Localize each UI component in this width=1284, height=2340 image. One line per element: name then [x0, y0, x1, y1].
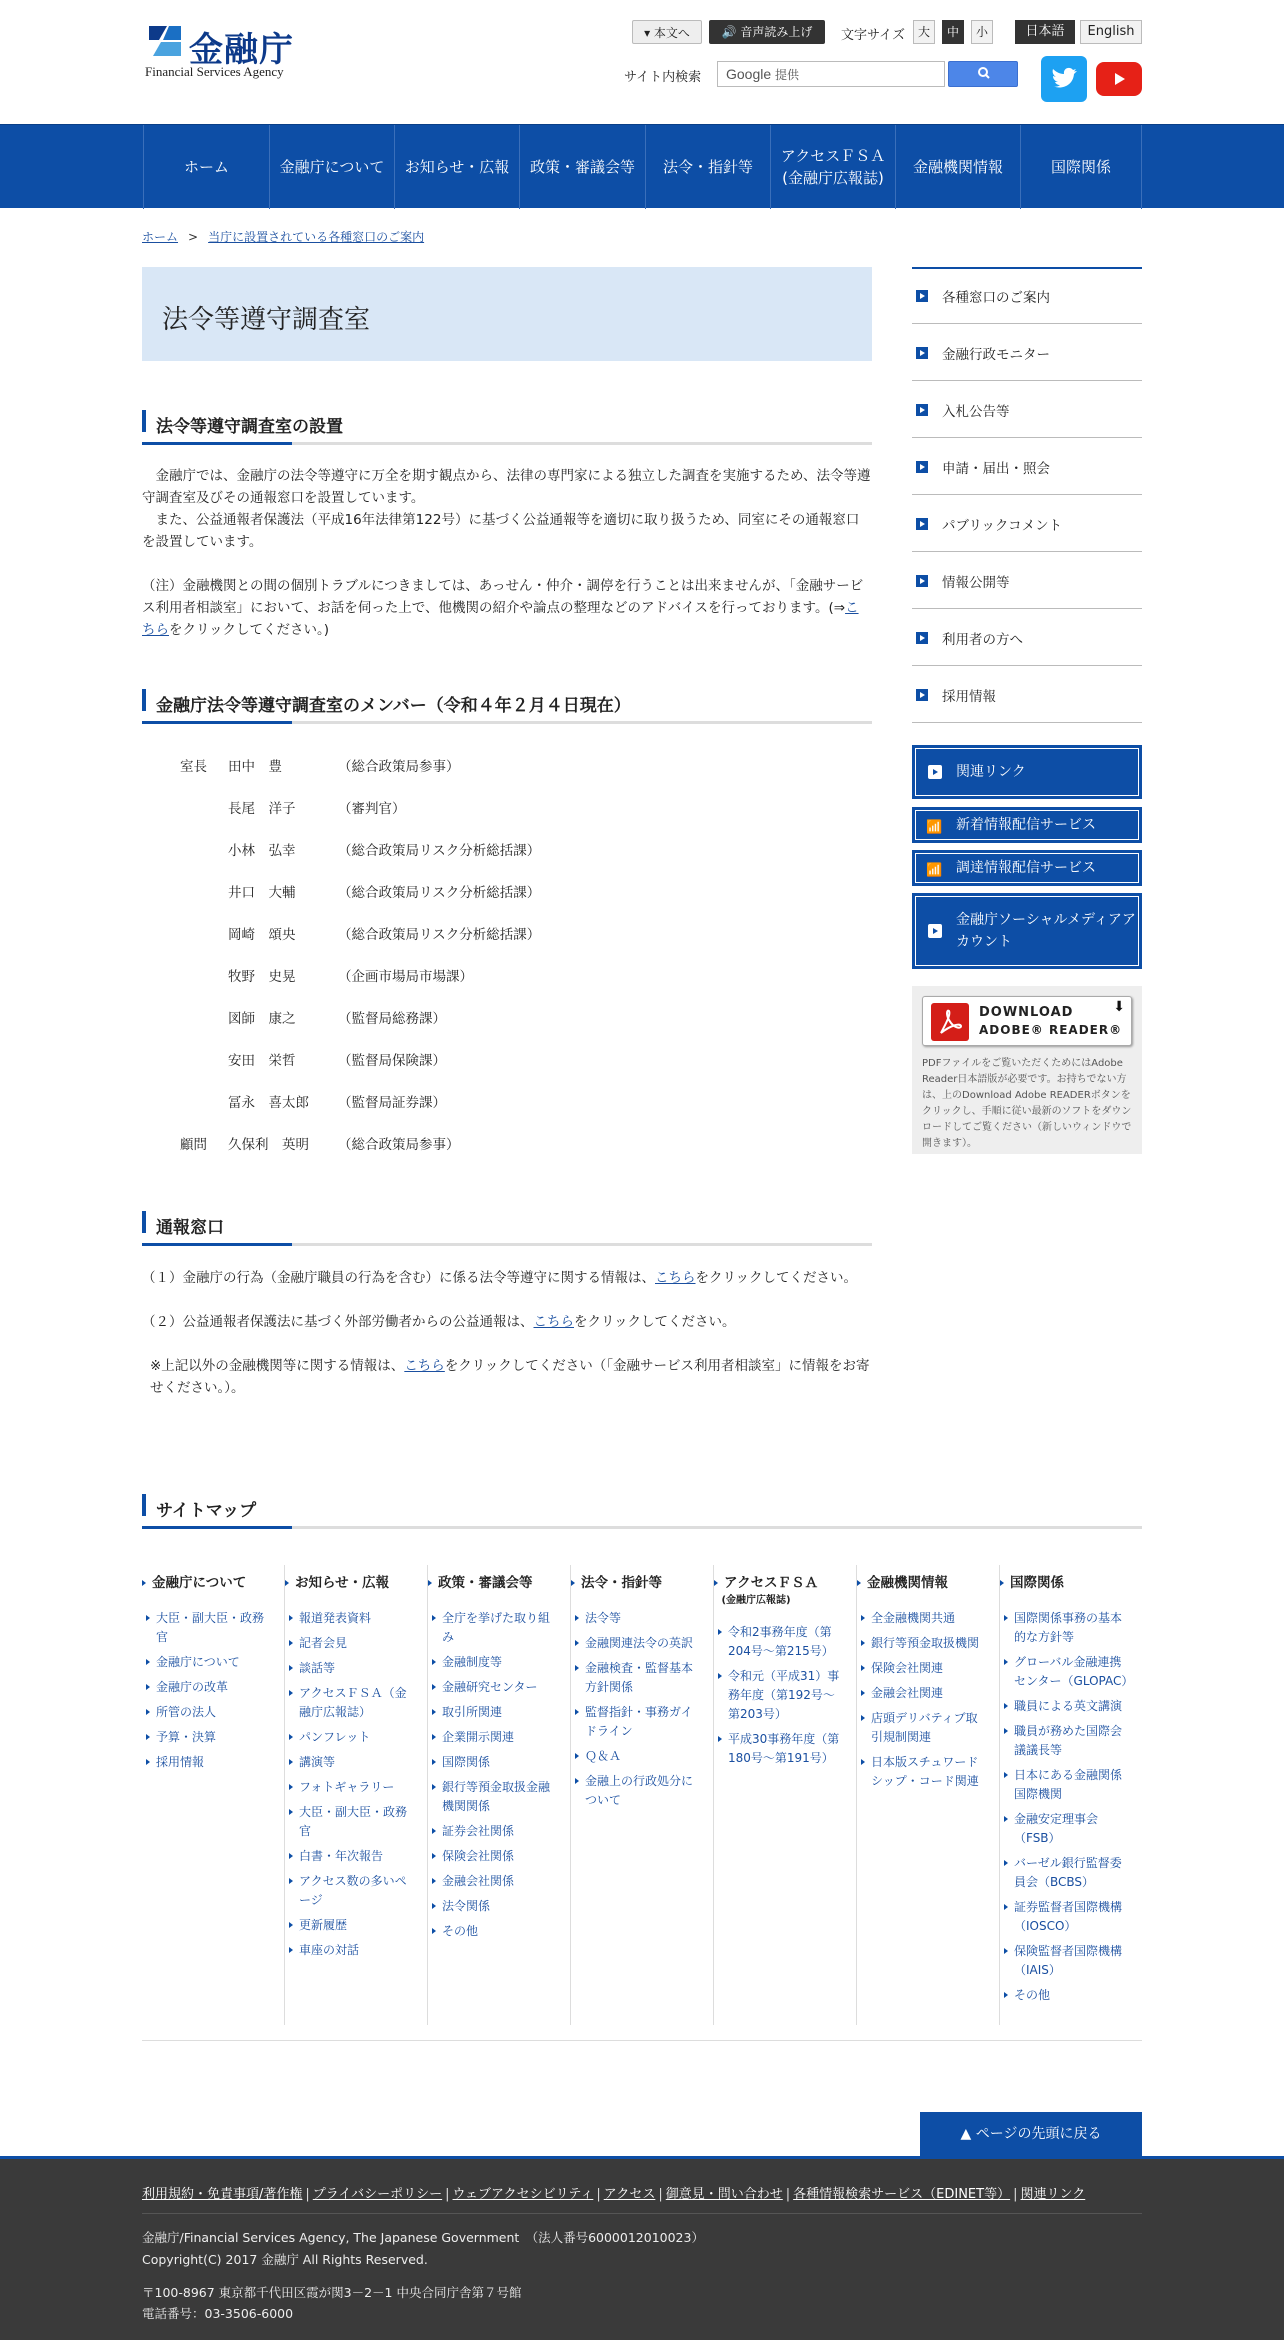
back-to-top-button[interactable] [920, 2112, 1142, 2156]
sitemap-link[interactable]: 国際関係事務の基本的な方針等 [1000, 1609, 1130, 1647]
report-item-1 [142, 1267, 872, 1289]
sidebar-item-label: 申請・届出・照会 [942, 461, 1050, 477]
footer-divider [142, 2213, 1142, 2214]
nav-news[interactable]: お知らせ・広報 [394, 125, 519, 209]
sitemap-link[interactable]: 大臣・副大臣・政務官 [142, 1609, 272, 1647]
nav-institutions[interactable]: 金融機関情報 [895, 125, 1020, 209]
social-media-button[interactable] [912, 893, 1142, 969]
sitemap-link[interactable]: 国際関係 [428, 1753, 558, 1772]
setup-paragraph-2: また、公益通報者保護法（平成16年法律第122号）に基づく公益通報等を適切に取り扱うため、同室にその通報窓口を設置しています。 [142, 512, 860, 550]
note-text-end: をクリックしてください。) [169, 622, 329, 638]
footer-link[interactable]: 関連リンク [1020, 2187, 1086, 2202]
related-links-button[interactable] [912, 745, 1142, 799]
font-size-label: 文字サイズ [841, 28, 905, 43]
member-position: （総合政策局参事） [338, 1137, 460, 1153]
adobe-reader-box [912, 986, 1142, 1154]
search-button[interactable] [948, 61, 1018, 87]
section-heading-report-desk [142, 1211, 872, 1243]
nav-policy[interactable]: 政策・審議会等 [519, 125, 645, 209]
footer-link[interactable]: 各種情報検索サービス（EDINET等） [793, 2187, 1011, 2202]
sidebar-item-label: 採用情報 [942, 689, 996, 705]
section-heading-setup [142, 410, 872, 442]
sitemap-link[interactable]: 記者会見 [285, 1634, 415, 1653]
up-triangle-icon: ▲ [960, 2126, 976, 2142]
sitemap-link[interactable]: 保険監督者国際機構（IAIS） [1000, 1942, 1130, 1980]
sitemap-column [285, 1565, 428, 2025]
global-nav [0, 124, 1284, 208]
sitemap-column [1000, 1565, 1143, 2025]
member-position: （総合政策局リスク分析総括課） [338, 843, 541, 859]
footer-link[interactable]: プライバシーポリシー [312, 2187, 443, 2202]
sitemap-link[interactable]: 保険会社関係 [428, 1847, 558, 1866]
sitemap-column-title[interactable] [428, 1571, 533, 1591]
sitemap-link[interactable]: その他 [1000, 1986, 1130, 2005]
sitemap-link[interactable]: 金融会社関連 [857, 1684, 987, 1703]
voice-label: 音声読み上げ [740, 25, 813, 39]
sitemap-title-sub: (金融庁広報誌) [721, 1595, 791, 1606]
member-position: （審判官） [338, 801, 406, 817]
sitemap-heading [142, 1494, 1142, 1526]
member-position: （総合政策局リスク分析総括課） [338, 885, 541, 901]
section-heading-text: 金融庁法令等遵守調査室のメンバー（令和４年２月４日現在） [156, 696, 631, 716]
sitemap-link[interactable]: 取引所関連 [428, 1703, 558, 1722]
report-text-end: をクリックしてください（「金融サービス利用者相談室」に情報をお寄せください。）。 [150, 1358, 870, 1396]
site-search-input[interactable] [717, 61, 945, 87]
report-link-other[interactable]: こちら [404, 1358, 445, 1374]
sitemap-divider [142, 2040, 1142, 2041]
youtube-link[interactable] [1096, 62, 1142, 96]
sitemap-link[interactable]: 職員による英文講演 [1000, 1697, 1130, 1716]
sitemap-title-text: 法令・指針等 [581, 1575, 662, 1591]
sitemap-link[interactable]: 金融安定理事会（FSB） [1000, 1810, 1130, 1848]
nav-laws[interactable]: 法令・指針等 [645, 125, 770, 209]
sitemap-link[interactable]: 証券監督者国際機構（IOSCO） [1000, 1898, 1130, 1936]
member-position: （企画市場局市場課） [338, 969, 473, 985]
sitemap-link[interactable]: 金融制度等 [428, 1653, 558, 1672]
heading-accent-bar [142, 1211, 146, 1233]
footer-agency: 金融庁/Financial Services Agency, The Japanese Government （法人番号6000012010023） [142, 2230, 704, 2245]
member-name: 岡崎 頌央 [228, 927, 296, 943]
member-name: 安田 栄哲 [228, 1053, 296, 1069]
font-size-small-button[interactable]: 小 [971, 20, 993, 44]
pdf-icon [931, 1003, 969, 1041]
sitemap-column-title[interactable] [857, 1571, 948, 1591]
sidebar-item-label: パブリックコメント [942, 518, 1063, 534]
footer-link[interactable]: アクセス [603, 2187, 656, 2202]
report-text: （１）金融庁の行為（金融庁職員の行為を含む）に係る法令等遵守に関する情報は、 [142, 1270, 655, 1286]
sidebar-item-label: 入札公告等 [942, 404, 1010, 420]
sitemap-link[interactable]: 法令関係 [428, 1897, 558, 1916]
sitemap-link[interactable]: 平成30事務年度（第180号～第191号） [714, 1730, 844, 1768]
fsa-logo-icon [145, 24, 185, 58]
nav-access-fsa[interactable]: アクセスＦＳＡ (金融庁広報誌) [770, 125, 895, 209]
footer-link[interactable]: ウェブアクセシビリティ [452, 2187, 594, 2202]
heading-underline [142, 1526, 1142, 1529]
note-text: （注）金融機関との間の個別トラブルにつきましては、あっせん・仲介・調停を行うことは出来ませんが、「金融サービス利用者相談室」において、お話を伺った上で、他機関の紹介や論点の整理などのアドバイスを行っております。(⇒ [142, 578, 864, 616]
sitemap-title-text: 政策・審議会等 [438, 1575, 533, 1591]
sitemap-link[interactable]: 監督指針・事務ガイドライン [571, 1703, 701, 1741]
sitemap-link[interactable]: 令和2事務年度（第204号～第215号） [714, 1623, 844, 1661]
sidebar-item-public-comment[interactable] [912, 495, 1142, 552]
member-name: 久保利 英明 [228, 1137, 309, 1153]
heading-underline [142, 721, 872, 724]
download-arrow-icon: ⬇ [1113, 999, 1125, 1015]
nav-international[interactable]: 国際関係 [1020, 125, 1142, 209]
report-text-end: をクリックしてください。 [695, 1270, 857, 1286]
member-position: （監督局総務課） [338, 1011, 446, 1027]
speaker-icon: 🔊 [721, 25, 741, 39]
breadcrumb-separator: > [188, 230, 199, 244]
sitemap-link[interactable]: フォトギャラリー [285, 1778, 415, 1797]
logo-japanese: 金融庁 [189, 30, 294, 70]
adobe-reader-text: ADOBE® READER® [979, 1023, 1123, 1037]
sitemap-link[interactable]: 令和元（平成31）事務年度（第192号～第203号） [714, 1667, 844, 1724]
sitemap-list [714, 1623, 844, 1774]
sitemap-title-text: 金融機関情報 [867, 1575, 948, 1591]
arrow-icon [916, 632, 928, 644]
sitemap-column-title[interactable] [571, 1571, 662, 1591]
arrow-icon [916, 290, 928, 302]
sitemap-column [857, 1565, 1000, 2025]
member-role: 顧問 [180, 1137, 207, 1153]
member-name: 小林 弘幸 [228, 843, 296, 859]
sitemap-column-title[interactable] [714, 1571, 818, 1606]
site-logo[interactable] [145, 24, 305, 82]
sidebar-item-monitor[interactable] [912, 324, 1142, 381]
arrow-icon [916, 461, 928, 473]
footer-link-separator: | [658, 2187, 663, 2202]
footer-link-separator: | [1013, 2187, 1018, 2202]
footer-links [142, 2183, 1085, 2202]
footer-link-separator: | [785, 2187, 791, 2202]
sitemap-link[interactable]: 職員が務めた国際会議議長等 [1000, 1722, 1130, 1760]
youtube-icon [1096, 62, 1142, 96]
button-label: 新着情報配信サービス [956, 817, 1096, 833]
arrow-icon [928, 924, 942, 938]
member-position: （総合政策局参事） [338, 759, 460, 775]
sitemap-column-title[interactable] [142, 1571, 246, 1591]
report-link-2[interactable]: こちら [533, 1314, 574, 1330]
arrow-icon [916, 518, 928, 530]
lang-english-button[interactable]: English [1080, 20, 1142, 44]
sitemap-column [142, 1565, 285, 2025]
member-name: 井口 大輔 [228, 885, 296, 901]
member-name: 図師 康之 [228, 1011, 296, 1027]
sitemap-title-text: アクセスＦＳＡ [724, 1575, 819, 1591]
sitemap-column [571, 1565, 714, 2025]
procurement-feed-button[interactable] [912, 850, 1142, 886]
site-search-label: サイト内検索 [624, 70, 702, 85]
sitemap-link[interactable]: 白書・年次報告 [285, 1847, 415, 1866]
search-placeholder: 提供 [774, 68, 799, 82]
sitemap-link[interactable]: 金融会社関係 [428, 1872, 558, 1891]
member-name: 牧野 史晃 [228, 969, 296, 985]
report-text: ※上記以外の金融機関等に関する情報は、 [150, 1358, 405, 1374]
sitemap-link[interactable]: 銀行等預金取扱金融機関関係 [428, 1778, 558, 1816]
setup-note [142, 575, 872, 641]
sitemap-link[interactable]: 日本版スチュワードシップ・コード関連 [857, 1753, 987, 1791]
sitemap-link[interactable]: 全庁を挙げた取り組み [428, 1609, 558, 1647]
sidebar-item-bids[interactable] [912, 381, 1142, 438]
twitter-icon [1041, 56, 1087, 102]
sitemap-list [1000, 1609, 1134, 2011]
footer-copyright: Copyright(C) 2017 金融庁 All Rights Reserved. [142, 2252, 428, 2267]
member-name: 長尾 洋子 [228, 801, 296, 817]
sitemap-link[interactable]: パンフレット [285, 1728, 415, 1747]
sitemap-link[interactable]: 車座の対話 [285, 1941, 415, 1960]
heading-underline [142, 1243, 872, 1246]
footer-address: 〒100-8967 東京都千代田区霞が関3－2－1 中央合同庁舎第７号館 [142, 2285, 522, 2300]
button-label: 関連リンク [956, 764, 1026, 780]
arrow-icon [916, 575, 928, 587]
sitemap-column-title[interactable] [285, 1571, 389, 1591]
member-position: （監督局証券課） [338, 1095, 446, 1111]
sitemap-column-title[interactable] [1000, 1571, 1064, 1591]
member-position: （総合政策局リスク分析総括課） [338, 927, 541, 943]
note-link[interactable]: こちら [142, 600, 859, 638]
sitemap-link[interactable]: 保険会社関連 [857, 1659, 987, 1678]
arrow-icon [916, 689, 928, 701]
sitemap-link[interactable]: 法令等 [571, 1609, 701, 1628]
sitemap-link[interactable]: 大臣・副大臣・政務官 [285, 1803, 415, 1841]
adobe-download-text: DOWNLOAD [979, 1005, 1074, 1020]
sidebar-item-recruit[interactable] [912, 666, 1142, 723]
report-text: （２）公益通報者保護法に基づく外部労働者からの公益通報は、 [142, 1314, 534, 1330]
sitemap-link[interactable]: 企業開示関連 [428, 1728, 558, 1747]
breadcrumb-home[interactable]: ホーム [142, 230, 179, 244]
member-position: （監督局保険課） [338, 1053, 446, 1069]
sitemap-column [428, 1565, 571, 2025]
sidebar-item-label: 各種窓口のご案内 [942, 290, 1050, 306]
sidebar-item-disclosure[interactable] [912, 552, 1142, 609]
sitemap-link[interactable]: 金融庁について [142, 1653, 272, 1672]
twitter-link[interactable] [1041, 56, 1087, 102]
sitemap-link[interactable]: 更新履歴 [285, 1916, 415, 1935]
nav-home[interactable]: ホーム [143, 125, 269, 209]
sitemap-link[interactable]: 証券会社関係 [428, 1822, 558, 1841]
section-heading-text: 通報窓口 [156, 1218, 224, 1238]
skip-to-content-button[interactable]: ▾ 本文へ [632, 20, 702, 44]
button-label: 調達情報配信サービス [956, 860, 1096, 876]
page-title: 法令等遵守調査室 [162, 305, 371, 335]
breadcrumb [142, 228, 424, 245]
section-heading-text: 法令等遵守調査室の設置 [156, 417, 343, 437]
sitemap-list [857, 1609, 987, 1797]
sitemap-title-text: 金融庁について [152, 1575, 247, 1591]
sidebar-item-label: 金融行政モニター [942, 347, 1050, 363]
sidebar-item-label: 利用者の方へ [942, 632, 1023, 648]
lang-japanese-button[interactable]: 日本語 [1015, 20, 1075, 44]
sitemap-link[interactable]: 金融研究センター [428, 1678, 558, 1697]
member-role: 室長 [180, 759, 207, 775]
sitemap-link[interactable]: アクセス数の多いページ [285, 1872, 415, 1910]
arrow-icon [916, 404, 928, 416]
breadcrumb-current[interactable]: 当庁に設置されている各種窓口のご案内 [208, 230, 425, 244]
sitemap-heading-text: サイトマップ [156, 1501, 257, 1521]
sitemap-link[interactable]: その他 [428, 1922, 558, 1941]
sidebar-item-windows[interactable] [912, 267, 1142, 324]
report-text-end: をクリックしてください。 [574, 1314, 736, 1330]
sitemap-list [428, 1609, 558, 1947]
sitemap-link[interactable]: 銀行等預金取扱機関 [857, 1634, 987, 1653]
sitemap-link[interactable]: アクセスＦＳＡ（金融庁広報誌） [285, 1684, 415, 1722]
member-name: 田中 豊 [228, 759, 282, 775]
sitemap-list [285, 1609, 415, 1966]
text-to-speech-button[interactable] [709, 20, 825, 44]
news-feed-button[interactable] [912, 807, 1142, 843]
font-size-medium-button[interactable]: 中 [942, 20, 964, 44]
heading-accent-bar [142, 410, 146, 432]
search-icon [949, 62, 1019, 86]
logo-english: Financial Services Agency [145, 64, 284, 79]
sitemap-link[interactable]: 金融上の行政処分について [571, 1772, 701, 1810]
sitemap-link[interactable]: 予算・決算 [142, 1728, 272, 1747]
sitemap-link[interactable]: 店頭デリバティブ取引規制関連 [857, 1709, 987, 1747]
sitemap-link[interactable]: 講演等 [285, 1753, 415, 1772]
sitemap-link[interactable]: 全金融機関共通 [857, 1609, 987, 1628]
sidebar-item-applications[interactable] [912, 438, 1142, 495]
arrow-icon [928, 765, 942, 779]
sidebar-item-users[interactable] [912, 609, 1142, 666]
sitemap-list [571, 1609, 701, 1816]
footer-link[interactable]: 利用規約・免責事項/著作権 [142, 2187, 303, 2202]
report-item-other [150, 1355, 870, 1399]
sitemap-link[interactable]: Ｑ＆Ａ [571, 1747, 701, 1766]
sitemap-link[interactable]: グローバル金融連携センター（GLOPAC） [1000, 1653, 1130, 1691]
heading-underline [142, 442, 872, 445]
sitemap-link[interactable]: 談話等 [285, 1659, 415, 1678]
heading-accent-bar [142, 689, 146, 711]
sidebar-item-label: 情報公開等 [942, 575, 1010, 591]
footer-link-separator: | [305, 2187, 310, 2202]
nav-about[interactable]: 金融庁について [269, 125, 394, 209]
sitemap-column [714, 1565, 857, 2025]
footer-link[interactable]: 御意見・問い合わせ [665, 2187, 783, 2202]
site-footer [0, 2156, 1284, 2340]
member-name: 冨永 喜太郎 [228, 1095, 309, 1111]
adobe-reader-download-button[interactable] [922, 996, 1132, 1046]
sitemap-link[interactable]: 所管の法人 [142, 1703, 272, 1722]
sitemap-link[interactable]: 金融関連法令の英訳 [571, 1634, 701, 1653]
page-title-box [142, 267, 872, 361]
sitemap-title-text: 国際関係 [1010, 1575, 1064, 1591]
button-label: 金融庁ソーシャルメディアアカウント [956, 912, 1136, 950]
wifi-icon: 📶 [926, 820, 943, 835]
arrow-icon [916, 347, 928, 359]
font-size-large-button[interactable]: 大 [913, 20, 935, 44]
wifi-icon: 📶 [926, 863, 943, 878]
footer-link-separator: | [596, 2187, 601, 2202]
sitemap-link[interactable]: バーゼル銀行監督委員会（BCBS） [1000, 1854, 1130, 1892]
sitemap-link[interactable]: 採用情報 [142, 1753, 272, 1772]
sitemap-link[interactable]: 報道発表資料 [285, 1609, 415, 1628]
back-to-top-label: ページの先頭に戻る [975, 2126, 1102, 2142]
report-item-2 [142, 1311, 872, 1333]
sitemap-link[interactable]: 金融検査・監督基本方針関係 [571, 1659, 701, 1697]
report-link-1[interactable]: こちら [655, 1270, 696, 1286]
sitemap-link[interactable]: 金融庁の改革 [142, 1678, 272, 1697]
sitemap-link[interactable]: 日本にある金融関係国際機関 [1000, 1766, 1130, 1804]
sitemap-title-text: お知らせ・広報 [295, 1575, 390, 1591]
sitemap-list [142, 1609, 272, 1778]
footer-link-separator: | [445, 2187, 450, 2202]
site-header [0, 0, 1284, 124]
adobe-note: PDFファイルをご覧いただくためにはAdobe Reader日本語版が必要です。お持ちでない方は、上のDownload Adobe READERボタンをクリックし、手順に従い最新のソフトをダウンロードしてご覧ください（新しいウィンドウで開きます）。 [922, 1058, 1132, 1149]
heading-accent-bar [142, 1494, 146, 1516]
footer-phone: 電話番号：03-3506-6000 [142, 2306, 294, 2321]
google-brand: Google [726, 66, 772, 82]
setup-paragraph-1: 金融庁では、金融庁の法令等遵守に万全を期す観点から、法律の専門家による独立した調査を実施するため、法令等遵守調査室及びその通報窓口を設置しています。 [142, 468, 871, 506]
section-heading-members [142, 689, 872, 721]
